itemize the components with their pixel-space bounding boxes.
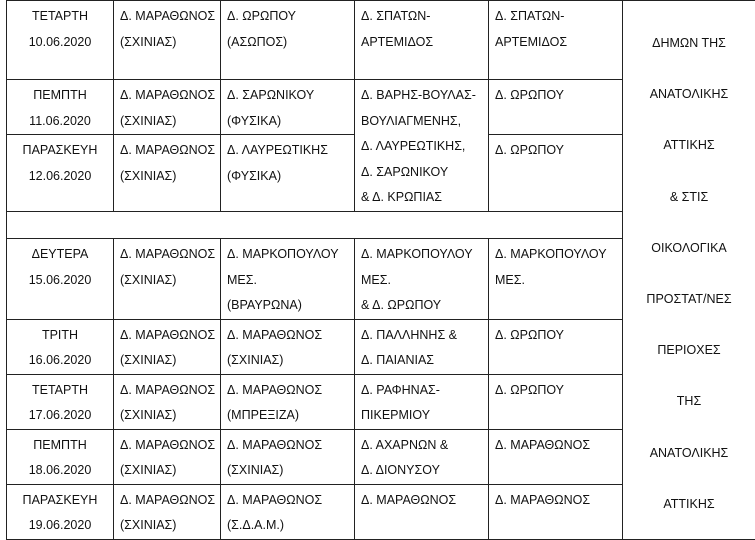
cell-line: (ΣΧΙΝΙΑΣ) <box>120 109 214 135</box>
date-cell <box>7 484 114 539</box>
cell-line: ΜΕΣ. <box>361 268 482 294</box>
day-name: ΠΑΡΑΣΚΕΥΗ <box>9 138 111 164</box>
side-note-line: ΑΝΑΤΟΛΙΚΗΣ <box>625 428 753 479</box>
date-value: 10.06.2020 <box>9 30 111 56</box>
cell-line: Δ. ΩΡΩΠΟΥ <box>495 83 616 109</box>
date-value: 16.06.2020 <box>9 348 111 374</box>
cell-line: (ΦΥΣΙΚΑ) <box>227 164 348 190</box>
location-cell <box>355 319 489 374</box>
location-cell <box>221 239 355 320</box>
cell-line: (ΣΧΙΝΙΑΣ) <box>227 458 348 484</box>
location-cell <box>221 319 355 374</box>
cell-line: Δ. ΡΑΦΗΝΑΣ- <box>361 378 482 404</box>
location-cell <box>355 374 489 429</box>
cell-line: Δ. ΜΑΡΑΘΩΝΟΣ <box>120 488 214 514</box>
side-note-line: ΤΗΣ <box>625 376 753 427</box>
location-cell <box>114 484 221 539</box>
cell-line: Δ. ΣΑΡΩΝΙΚΟΥ <box>227 83 348 109</box>
day-name: ΤΡΙΤΗ <box>9 323 111 349</box>
date-cell <box>7 374 114 429</box>
date-cell <box>7 429 114 484</box>
side-note-line: ΟΙΚΟΛΟΓΙΚΑ <box>625 223 753 274</box>
cell-line: Δ. ΒΑΡΗΣ-ΒΟΥΛΑΣ- <box>361 83 482 109</box>
location-cell <box>489 135 623 212</box>
cell-line: (ΣΧΙΝΙΑΣ) <box>120 513 214 539</box>
side-note-line: ΑΤΤΙΚΗΣ <box>625 120 753 171</box>
cell-line: ΜΕΣ. <box>495 268 616 294</box>
cell-line: (ΣΧΙΝΙΑΣ) <box>120 268 214 294</box>
cell-line: (ΣΧΙΝΙΑΣ) <box>120 403 214 429</box>
side-note-line: ΔΗΜΩΝ ΤΗΣ <box>625 18 753 69</box>
cell-line: Δ. ΜΑΡΑΘΩΝΟΣ <box>495 433 616 459</box>
location-cell <box>221 429 355 484</box>
cell-line: Δ. ΜΑΡΑΘΩΝΟΣ <box>227 323 348 349</box>
cell-line: (ΜΠΡΕΞΙΖΑ) <box>227 403 348 429</box>
cell-line: Δ. ΜΑΡΚΟΠΟΥΛΟΥ <box>495 242 616 268</box>
date-value: 15.06.2020 <box>9 268 111 294</box>
cell-line: (ΣΧΙΝΙΑΣ) <box>120 458 214 484</box>
location-cell <box>114 80 221 135</box>
cell-line: (Σ.Δ.Α.Μ.) <box>227 513 348 539</box>
cell-line: Δ. ΛΑΥΡΕΩΤΙΚΗΣ, <box>361 134 482 160</box>
location-cell <box>355 239 489 320</box>
side-note-line: ΠΡΟΣΤΑΤ/ΝΕΣ <box>625 274 753 325</box>
location-cell <box>221 1 355 80</box>
location-cell <box>489 1 623 80</box>
cell-line: & Δ. ΚΡΩΠΙΑΣ <box>361 185 482 211</box>
cell-line: ΒΟΥΛΙΑΓΜΕΝΗΣ, <box>361 109 482 135</box>
cell-line: (ΦΥΣΙΚΑ) <box>227 109 348 135</box>
cell-line: Δ. ΜΑΡΚΟΠΟΥΛΟΥ <box>361 242 482 268</box>
cell-line: Δ. ΜΑΡΑΘΩΝΟΣ <box>120 138 214 164</box>
cell-line: ΜΕΣ. <box>227 268 348 294</box>
cell-line: ΠΙΚΕΡΜΙΟΥ <box>361 403 482 429</box>
cell-line: Δ. ΜΑΡΑΘΩΝΟΣ <box>495 488 616 514</box>
cell-line: (ΒΡΑΥΡΩΝΑ) <box>227 293 348 319</box>
day-name: ΤΕΤΑΡΤΗ <box>9 378 111 404</box>
location-cell <box>114 135 221 212</box>
cell-line: (ΣΧΙΝΙΑΣ) <box>120 348 214 374</box>
side-note-line: ΑΤΤΙΚΗΣ <box>625 479 753 530</box>
cell-line: Δ. ΜΑΡΚΟΠΟΥΛΟΥ <box>227 242 348 268</box>
cell-line: Δ. ΜΑΡΑΘΩΝΟΣ <box>120 433 214 459</box>
location-cell <box>489 319 623 374</box>
day-name: ΠΕΜΠΤΗ <box>9 433 111 459</box>
location-cell <box>221 374 355 429</box>
cell-line: Δ. ΣΠΑΤΩΝ- <box>361 4 482 30</box>
location-cell <box>114 319 221 374</box>
location-cell <box>489 374 623 429</box>
spacer-cell <box>7 212 623 239</box>
cell-line: Δ. ΜΑΡΑΘΩΝΟΣ <box>361 488 482 514</box>
cell-line: Δ. ΜΑΡΑΘΩΝΟΣ <box>120 242 214 268</box>
date-cell <box>7 239 114 320</box>
cell-line: Δ. ΔΙΟΝΥΣΟΥ <box>361 458 482 484</box>
location-cell <box>114 429 221 484</box>
cell-line: Δ. ΜΑΡΑΘΩΝΟΣ <box>120 378 214 404</box>
cell-line: Δ. ΣΑΡΩΝΙΚΟΥ <box>361 160 482 186</box>
day-name: ΔΕΥΤΕΡΑ <box>9 242 111 268</box>
location-cell <box>355 1 489 80</box>
cell-line: ΑΡΤΕΜΙΔΟΣ <box>361 30 482 56</box>
cell-line: Δ. ΩΡΩΠΟΥ <box>495 323 616 349</box>
date-value: 18.06.2020 <box>9 458 111 484</box>
location-cell <box>489 80 623 135</box>
cell-line: Δ. ΠΑΙΑΝΙΑΣ <box>361 348 482 374</box>
date-value: 12.06.2020 <box>9 164 111 190</box>
location-cell <box>355 484 489 539</box>
location-cell <box>355 429 489 484</box>
cell-line: (ΣΧΙΝΙΑΣ) <box>120 30 214 56</box>
location-cell <box>221 80 355 135</box>
location-cell <box>489 239 623 320</box>
side-note-line: ΑΝΑΤΟΛΙΚΗΣ <box>625 69 753 120</box>
cell-line: Δ. ΛΑΥΡΕΩΤΙΚΗΣ <box>227 138 348 164</box>
cell-line: Δ. ΩΡΩΠΟΥ <box>495 138 616 164</box>
cell-line: Δ. ΜΑΡΑΘΩΝΟΣ <box>227 433 348 459</box>
date-cell <box>7 80 114 135</box>
cell-line: Δ. ΑΧΑΡΝΩΝ & <box>361 433 482 459</box>
cell-line: Δ. ΜΑΡΑΘΩΝΟΣ <box>120 323 214 349</box>
cell-line: Δ. ΩΡΩΠΟΥ <box>495 378 616 404</box>
cell-line: & Δ. ΩΡΩΠΟΥ <box>361 293 482 319</box>
location-cell <box>489 484 623 539</box>
side-note-cell <box>623 1 755 540</box>
day-name: ΤΕΤΑΡΤΗ <box>9 4 111 30</box>
cell-line: (ΣΧΙΝΙΑΣ) <box>120 164 214 190</box>
location-cell <box>355 80 489 212</box>
cell-line: ΑΡΤΕΜΙΔΟΣ <box>495 30 616 56</box>
cell-line: Δ. ΜΑΡΑΘΩΝΟΣ <box>120 4 214 30</box>
cell-line: Δ. ΜΑΡΑΘΩΝΟΣ <box>227 488 348 514</box>
location-cell <box>114 1 221 80</box>
location-cell <box>221 135 355 212</box>
cell-line: Δ. ΩΡΩΠΟΥ <box>227 4 348 30</box>
cell-line: (ΑΣΩΠΟΣ) <box>227 30 348 56</box>
date-cell <box>7 319 114 374</box>
schedule-table <box>6 0 755 540</box>
location-cell <box>489 429 623 484</box>
date-value: 17.06.2020 <box>9 403 111 429</box>
table-row <box>7 1 755 80</box>
date-value: 11.06.2020 <box>9 109 111 135</box>
cell-line: (ΣΧΙΝΙΑΣ) <box>227 348 348 374</box>
date-value: 19.06.2020 <box>9 513 111 539</box>
location-cell <box>114 374 221 429</box>
date-cell <box>7 135 114 212</box>
location-cell <box>114 239 221 320</box>
cell-line: Δ. ΣΠΑΤΩΝ- <box>495 4 616 30</box>
cell-line: Δ. ΜΑΡΑΘΩΝΟΣ <box>120 83 214 109</box>
location-cell <box>221 484 355 539</box>
side-note-line: & ΣΤΙΣ <box>625 172 753 223</box>
side-note-line: ΠΕΡΙΟΧΕΣ <box>625 325 753 376</box>
cell-line: Δ. ΜΑΡΑΘΩΝΟΣ <box>227 378 348 404</box>
date-cell <box>7 1 114 80</box>
cell-line: Δ. ΠΑΛΛΗΝΗΣ & <box>361 323 482 349</box>
day-name: ΠΑΡΑΣΚΕΥΗ <box>9 488 111 514</box>
day-name: ΠΕΜΠΤΗ <box>9 83 111 109</box>
